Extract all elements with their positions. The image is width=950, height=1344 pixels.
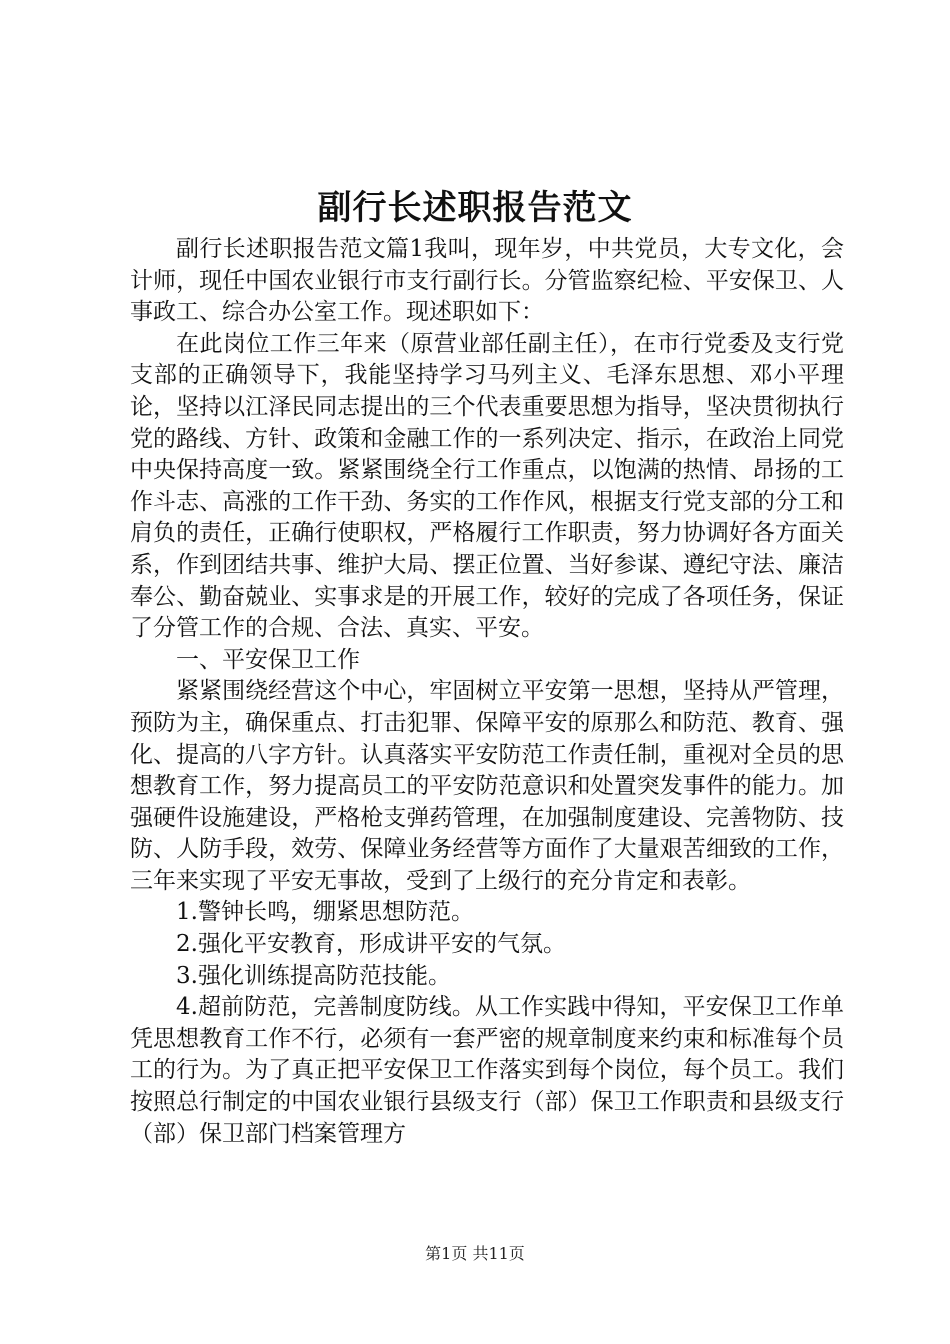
list-item-1: 1.警钟长鸣，绷紧思想防范。: [176, 899, 474, 926]
paragraph-security: 紧紧围绕经营这个中心，牢固树立平安第一思想，坚持从严管理，预防为主，确保重点、打击犯罪、保障平安的原那么和防范、教育、强化、提高的八字方针。认真落实平安防范工作责任制，重视对全员的思想教育工作，努力提高员工的平安防范意识和处置突发事件的能力。加强硬件设施建设，严格枪支弹药管理，在加强制度建设、完善物防、技防、人防手段，效劳、保障业务经营等方面作了大量艰苦细致的工作，三年来实现了平安无事故，受到了上级行的充分肯定和表彰。: [130, 678, 844, 894]
list-item-2: 2.强化平安教育，形成讲平安的气氛。: [176, 931, 566, 958]
page-footer: 第1页 共11页: [425, 1244, 525, 1263]
document-title: 副行长述职报告范文: [317, 188, 633, 228]
document-body: [130, 234, 844, 1150]
paragraph-intro: 副行长述职报告范文篇1我叫，现年岁，中共党员，大专文化，会计师，现任中国农业银行市支行副行长。分管监察纪检、平安保卫、人事政工、综合办公室工作。现述职如下：: [130, 236, 844, 326]
paragraph-overview: 在此岗位工作三年来（原营业部任副主任），在市行党委及支行党支部的正确领导下，我能坚持学习马列主义、毛泽东思想、邓小平理论，坚持以江泽民同志提出的三个代表重要思想为指导，坚决贯彻执行党的路线、方针、政策和金融工作的一系列决定、指示，在政治上同党中央保持高度一致。紧紧围绕全行工作重点，以饱满的热情、昂扬的工作斗志、高涨的工作干劲、务实的工作作风，根据支行党支部的分工和肩负的责任，正确行使职权，严格履行工作职责，努力协调好各方面关系，作到团结共事、维护大局、摆正位置、当好参谋、遵纪守法、廉洁奉公、勤奋兢业、实事求是的开展工作，较好的完成了各项任务，保证了分管工作的合规、合法、真实、平安。: [130, 330, 844, 642]
section-heading-security: 一、平安保卫工作: [176, 646, 360, 673]
list-item-4: 4.超前防范，完善制度防线。从工作实践中得知，平安保卫工作单凭思想教育工作不行，必须有一套严密的规章制度来约束和标准每个员工的行为。为了真正把平安保卫工作落实到每个岗位，每个员工。我们按照总行制定的中国农业银行县级支行（部）保卫工作职责和县级支行（部）保卫部门档案管理方: [130, 994, 844, 1147]
list-item-3: 3.强化训练提高防范技能。: [176, 962, 451, 989]
